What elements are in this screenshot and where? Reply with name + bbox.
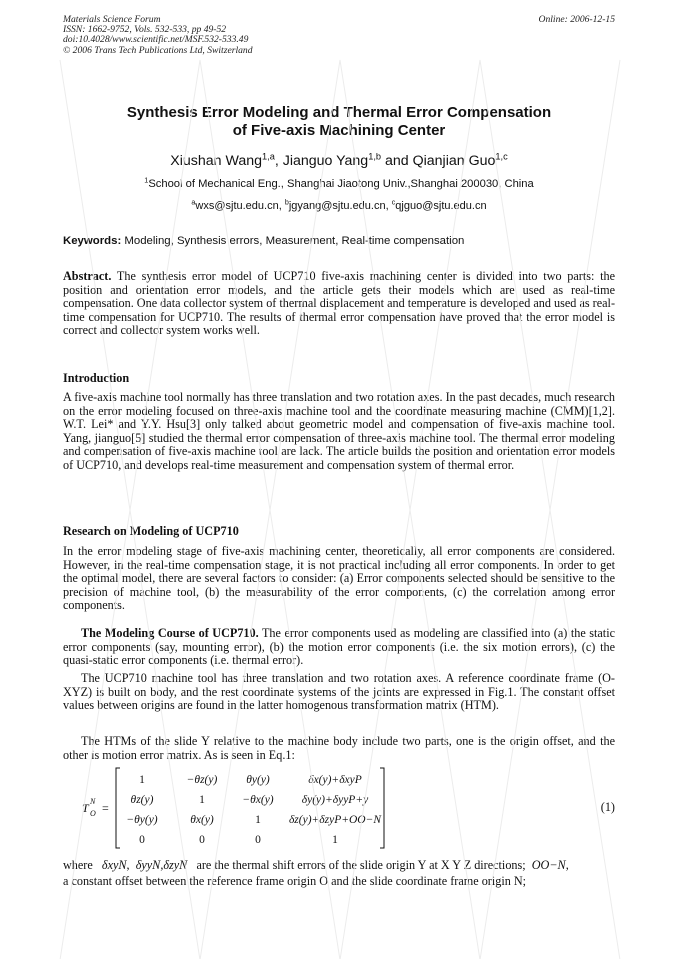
matrix-cell-r1-c0: θz(y) <box>130 794 154 806</box>
matrix-cell-r3-c2: 0 <box>255 834 261 846</box>
email-b-marker: b <box>284 198 289 207</box>
equation-1 <box>80 766 615 850</box>
matrix-cell-r2-c3: δz(y)+δzyP+OO−N <box>288 814 382 826</box>
research-heading: Research on Modeling of UCP710 <box>63 524 239 538</box>
where-comma: , <box>565 858 569 872</box>
abstract-label: Abstract. <box>63 269 112 283</box>
matrix-cell-r3-c1: 0 <box>199 834 205 846</box>
email-c: qjguo@sjtu.edu.cn <box>395 200 487 212</box>
matrix-cell-r2-c1: θx(y) <box>190 814 214 826</box>
paper-title <box>0 104 678 140</box>
equation-number: (1) <box>600 800 615 814</box>
matrix-cell-r3-c3: 1 <box>332 834 338 846</box>
title-line-1: Synthesis Error Modeling and Thermal Error Compensation <box>126 104 552 121</box>
title-line-2: of Five-axis Machining Center <box>232 122 446 139</box>
author-separator: , <box>274 153 283 169</box>
eq-lhs-sup: N <box>90 797 96 806</box>
eq-lhs-sub: O <box>90 809 96 818</box>
affiliation-text: School of Mechanical Eng., Shanghai Jiaotong Univ.,Shanghai 200030, China <box>148 178 534 190</box>
modeling-course-label: The Modeling Course of UCP710. <box>81 626 259 640</box>
journal-name: Materials Science Forum <box>63 14 161 25</box>
research-paragraph-3: The UCP710 machine tool has three translation and two rotation axes. A reference coordinate frame (O-XYZ) is built on body, and the rest coordinate systems of the joints are expressed in Fig.1. The constant offset values between origins are found in the latter homogenous transformation matrix (HTM). <box>63 671 615 713</box>
intro-paragraph: A five-axis machine tool normally has three translation and two rotation axes. In the past decades, much research on the error modeling focused on three-axis machine tool and the coordinate measuring machine (CMM)[1,2]. W.T. Lei* and Y.Y. Hsu[3] only talked about geometric model and compensation of five-axis machine tool. Yang, jianguo[5] studied the thermal error compensation of three-axis machine tool. The thermal error modeling and compensation of five-axis machine tool are lack. The article builds the position and orientation error models of UCP710, and develops real-time measurement and compensation system of thermal error. <box>63 390 615 472</box>
matrix-cell-r3-c0: 0 <box>139 834 145 846</box>
author-3-affil: 1,c <box>495 151 508 162</box>
intro-heading: Introduction <box>63 371 130 385</box>
author-separator: and <box>381 153 413 169</box>
email-b: jgyang@sjtu.edu.cn, <box>288 200 392 212</box>
matrix-cell-r0-c0: 1 <box>139 774 145 786</box>
author-2: Jianguo Yang <box>282 153 369 169</box>
author-1-affil: 1,a <box>262 151 275 162</box>
abstract-text: The synthesis error model of UCP710 five-axis machining center is divided into two parts: the position and orientation error models, and the article gets their models which are used as real-time compensation. One data collector system of thermal displacement and temperature is developed and used as real-time compensation for UCP710. The results of thermal error compensation have proved that the error model is correct and collector system works well. <box>63 269 615 338</box>
email-a-marker: a <box>191 198 196 207</box>
doi-line: doi:10.4028/www.scientific.net/MSF.532-533.49 <box>63 34 249 46</box>
affiliation <box>0 175 678 190</box>
research-paragraph-4: The HTMs of the slide Y relative to the machine body include two parts, one is the origin offset, and the other is motion error matrix. As is seen in Eq.1: <box>63 734 615 762</box>
author-2-affil: 1,b <box>368 151 382 162</box>
matrix-cell-r0-c2: θy(y) <box>246 774 270 786</box>
affiliation-marker: 1 <box>144 175 149 185</box>
equation-matrix <box>80 766 410 850</box>
email-c-marker: c <box>391 198 396 207</box>
where-word: where <box>63 858 93 872</box>
author-3: Qianjian Guo <box>412 153 496 169</box>
journal-header <box>63 15 615 56</box>
author-1: Xiushan Wang <box>170 153 263 169</box>
online-date: Online: 2006-12-15 <box>538 14 615 25</box>
research-paragraph-2-text: The error components used as modeling are classified into (a) the static error components (say, mounting error), (b) the motion error components (i.e. the six motion errors), (c) the quasi-static error components (i.e. thermal error). <box>63 626 615 668</box>
eq-equals: = <box>102 801 109 815</box>
email-a: wxs@sjtu.edu.cn, <box>195 200 285 212</box>
keywords <box>63 235 615 247</box>
matrix-cell-r2-c0: −θy(y) <box>126 814 158 826</box>
symbol-dxy: δxyN <box>101 858 127 872</box>
matrix-cell-r0-c1: −θz(y) <box>186 774 218 786</box>
abstract <box>63 270 615 338</box>
symbol-oon: OO−N <box>531 858 566 872</box>
matrix-cell-r2-c2: 1 <box>255 814 261 826</box>
matrix-cell-r1-c3: δy(y)+δyyP+y <box>301 794 369 806</box>
matrix-cell-r1-c1: 1 <box>199 794 205 806</box>
copyright-line: © 2006 Trans Tech Publications Ltd, Switzerland <box>63 44 253 56</box>
email-list <box>0 200 678 212</box>
matrix-cell-r0-c3: δx(y)+δxyP <box>308 774 362 786</box>
matrix-cell-r1-c2: −θx(y) <box>242 794 274 806</box>
symbol-dzy: δzyN <box>163 858 188 872</box>
research-paragraph-1: In the error modeling stage of five-axis machining center, theoretically, all error components are considered. However, in the real-time compensation stage, it is not practical including all error components. In order to get the optimal model, there are several factors to consider: (a) Error components selected should be sensitive to the precision of machine tool, (b) the measurability of the error components, (c) the correlation among error components. <box>63 544 615 613</box>
symbol-dyy: δyyN <box>135 858 161 872</box>
eq-lhs-t: T <box>82 801 89 815</box>
where-text-2: a constant offset between the reference frame origin O and the slide coordinate frame origin N; <box>63 874 527 888</box>
where-text-1: are the thermal shift errors of the slide origin Y at X Y Z directions; <box>196 858 526 872</box>
author-list <box>0 153 678 169</box>
keywords-label: Keywords: <box>63 235 122 247</box>
research-paragraph-2 <box>63 627 615 668</box>
keywords-text: Modeling, Synthesis errors, Measurement, Real-time compensation <box>121 235 465 247</box>
where-paragraph: where δxyN, δyyN,δzyN are the thermal shift errors of the slide origin Y at X Y Z directions; OO−N, a constant offset between the reference frame origin O and the slide coordinate frame origin N; <box>63 858 569 888</box>
issn-line: ISSN: 1662-9752, Vols. 532-533, pp 49-52 <box>63 24 227 36</box>
